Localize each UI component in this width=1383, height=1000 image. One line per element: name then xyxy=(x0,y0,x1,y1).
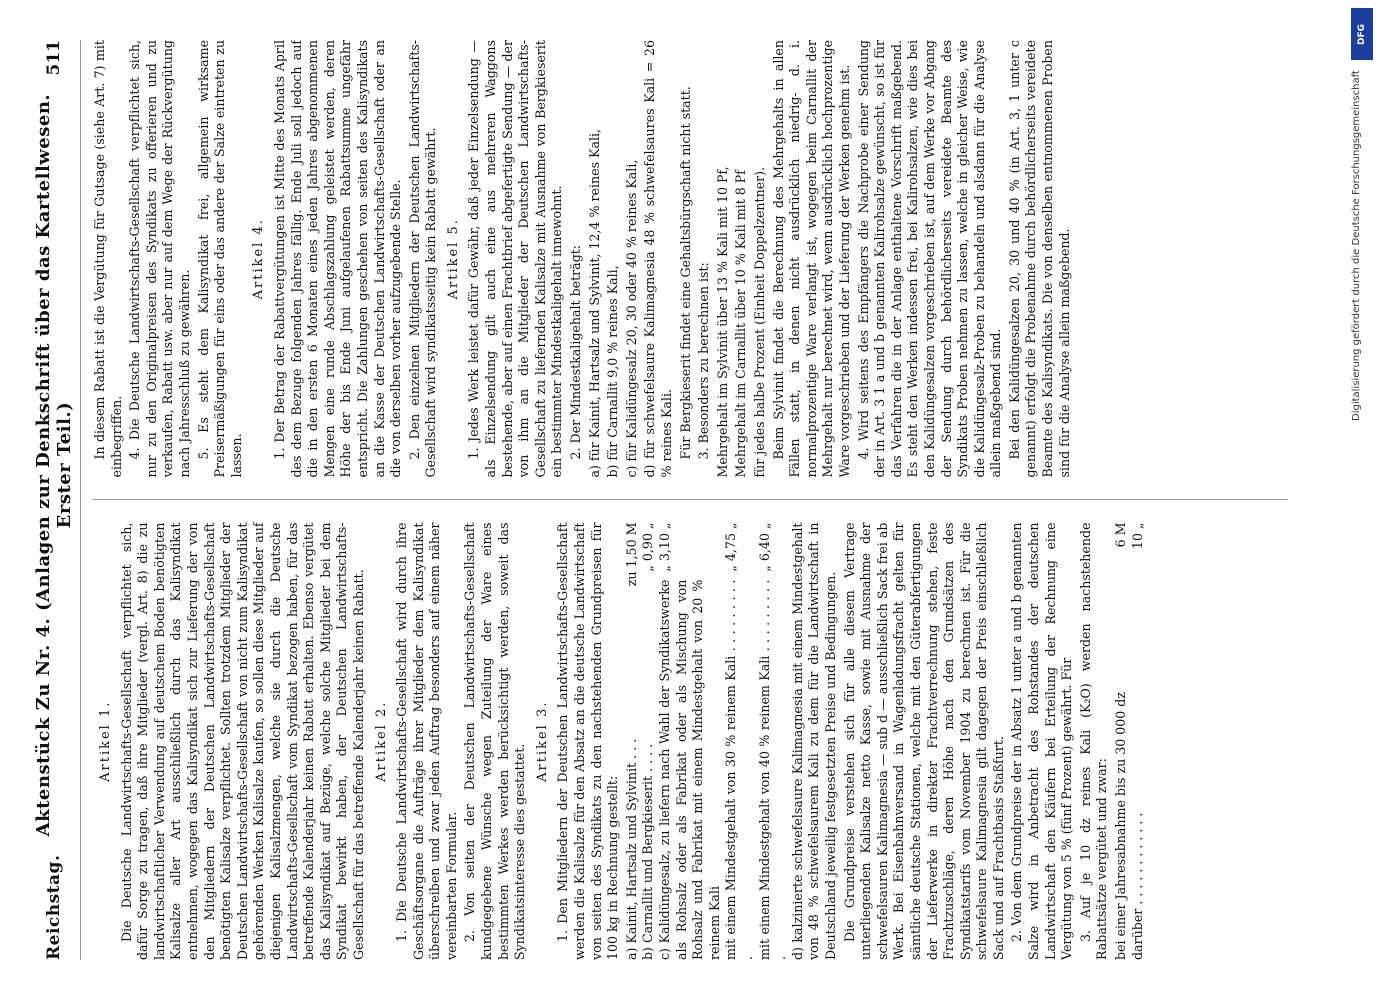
rebate-row xyxy=(1113,523,1130,961)
price-row xyxy=(657,523,723,961)
article-3-para-3: 2. Von dem Grundpreise der in Absatz 1 unter a und b genannten Salze wird in Anbetracht des Rohstandes der deutschen Landwirtschaft den Käufern bei Erteilung der Rechnung eine Vergütung von 5 % (fünf Prozent) gewährt. Für xyxy=(1009,522,1075,960)
article-2-title: Artikel 2. xyxy=(373,700,389,782)
rebate-label: darüber . . . . . . . . . . . . xyxy=(1129,812,1145,960)
article-4-para-1: 1. Der Betrag der Rabattvergütungen ist Mitte des Monats April des dem Bezuge folgenden Jahres fällig. Ende Juli soll jedoch auf die in den ersten 6 Monaten eines jeden Jahres abgenommenen Mengen eine runde Abschlagszahlung geleistet werden, deren Höhe der bis Ende Juni aufgelaufenen Rabattsumme ungefähr entspricht. Die Zahlungen geschehen von seiten des Kalisyndikats an die Kasse der Deutschen Landwirtschafts-Gesellschaft oder an die von derselben vorher aufzugebende Stelle. xyxy=(271,40,404,478)
price-label: a) Kainit, Hartsalz und Sylvinit . . . xyxy=(623,738,639,960)
rebate-label: bei einer Jahresabnahme bis zu 30 000 dz xyxy=(1113,692,1129,960)
left-column xyxy=(92,523,1288,961)
article-3-para-2: Die Grundpreise verstehen sich für alle diesem Vertrage unterliegenden Kalisalze netto Kasse, sowie mit Ausnahme der schwefelsauren Kalimagnesia — sub d — ausschließlich Sack frei ab Werk. Bei Eisenbahnversand in Wagenladungsfracht gelten für sämtliche deutsche Stationen, welche mit den Güterabfertigungen der Lieferwerke in direkter Frachtverrechnung stehen, feste Frachtzuschläge, deren Höhe nach den Grundsätzen des Syndikatstarifs vom November 1904 zu berechnen ist. Für die schwefelsaure Kalimagnesia gilt dagegen der Preis einschließlich Sack und auf Frachtbasis Staßfurt. xyxy=(841,522,1006,960)
price-value: „ 4,75 „ xyxy=(723,522,739,572)
rebate-row xyxy=(1130,523,1147,961)
price-value: zu 1,50 M xyxy=(623,522,639,587)
price-value: „ 6,40 „ xyxy=(756,522,772,572)
page-header xyxy=(28,40,81,960)
article-5-para-4: 3. Besonders zu berechnen ist: xyxy=(696,262,712,460)
article-3-para-1: 1. Den Mitgliedern der Deutschen Landwirtschafts-Gesellschaft werden die Kalisalze für den Absatz an die deutsche Landwirtschaft von seiten des Syndikats zu den nachstehenden Grundpreisen für 100 kg in Rechnung gestellt: xyxy=(555,522,621,960)
article-4-title: Artikel 4. xyxy=(251,218,267,300)
min-content-c: c) für Kalidüngesalz 20, 30 oder 40 % reines Kali, xyxy=(623,159,639,478)
article-5-para-7: Bei den Kalidüngesalzen 20, 30 und 40 % (in Art. 3, 1 unter c genannt) erfolgt die Probenahme durch behördlicherseits vereidete Beamte des Kalisyndikats. Die von denselben entnommenen Proben sind für die Analyse allein maßgebend. xyxy=(1006,40,1072,478)
rebate-value: 10 „ xyxy=(1129,522,1145,550)
price-label: c) Kalidüngesalz, zu liefern nach Wahl der Syndikatswerke als Rohsalz oder als Fabrikat oder als Mischung von Rohsalz und Fabrikat mit einem Mindestgehalt von 20 % reinem Kali xyxy=(657,579,722,960)
article-3-item-d: d) kalzinierte schwefelsaure Kalimagnesia mit einem Mindestgehalt von 48 % schwefelsaurem Kali zu dem für die Landwirtschaft in Deutschland jeweilig festgesetzten Preise und Bedingungen. xyxy=(789,522,838,960)
surcharge-carnallit: Mehrgehalt im Carnallit über 10 % Kali mit 8 Pf xyxy=(733,170,749,478)
article-3-para-4: 3. Auf je 10 dz reines Kali (K₂O) werden nachstehende Rabattsätze vergütet und zwar: xyxy=(1077,522,1110,960)
header-title: Aktenstück Zu Nr. 4. (Anlagen zur Denkschrift über das Kartellwesen. Erster Teil.) xyxy=(33,93,75,837)
article-5-para-6: 4. Wird seitens des Empfängers die Nachprobe einer Sendung der in Art. 3 1 a und b genannten Kalirohsalze gewünscht, so ist für das Verfahren die in der Anlage enthaltene Vorschrift maßgebend. Es steht den Werken indessen frei, bei Kalirohsalzen, wie dies bei den Kalidüngesalzen vorgeschrieben ist, auf dem Werke vor Abgang der Sendung durch behördlicherseits vereidete Beamte des Syndikats Proben nehmen zu lassen, welche in gleicher Weise, wie die Kalidüngesalz-Proben zu behandeln und alsdann für die Analyse allein maßgebend sind. xyxy=(855,40,1004,478)
dfg-logo: DFG xyxy=(1351,8,1373,60)
price-label: b) Carnallit und Bergkieserit . . . . xyxy=(640,743,656,960)
digitization-sidebar xyxy=(1349,8,1373,988)
article-5-para-2: 2. Der Mindestkaligehalt beträgt: xyxy=(568,244,584,460)
digitization-credit: Digitalisierung gefördert durch die Deutsche Forschungsgemeinschaft xyxy=(1351,70,1362,421)
surcharge-unit: für jedes halbe Prozent (Einheit Doppelzentner). xyxy=(751,166,767,478)
article-5-para-5: Beim Sylvinit findet die Berechnung des Mehrgehalts in allen Fällen statt, in denen nicht ausdrücklich niedrig- d. i. normalprozentige Ware verlangt ist, wogegen beim Carnallit der Mehrgehalt nur berechnet wird, wenn ausdrücklich hochprozentige Ware vorgeschrieben und der Lieferung der Werken genehm ist. xyxy=(770,40,852,478)
article-2-para-2: 2. Von seiten der Deutschen Landwirtschafts-Gesellschaft kundgegebene Wünsche wegen Zuteilung der Ware eines bestimmten Werkes werden berücksichtigt werden, soweit das Syndikatsinteresse dies gestattet. xyxy=(462,522,528,960)
page-number: 511 xyxy=(44,40,64,76)
article-5-title: Artikel 5. xyxy=(445,218,461,300)
article-4-para-2: 2. Den einzelnen Mitgliedern der Deutschen Landwirtschafts-Gesellschaft wird syndikatsseitig kein Rabatt gewährt. xyxy=(406,40,439,478)
price-label: mit einem Mindestgehalt von 30 % reinem Kali . . . . . . . . . . xyxy=(723,579,755,960)
rebate-value: 6 M xyxy=(1113,522,1129,548)
article-1-title: Artikel 1. xyxy=(98,700,113,782)
price-row xyxy=(723,523,756,961)
article-1-text: Die Deutsche Landwirtschafts-Gesellschaft verpflichtet sich, dafür Sorge zu tragen, daß ihre Mitglieder (vergl. Art. 8) die zu landwirtschaftlicher Verwendung auf deutschem Boden benötigten Kalisalze aller Art ausschließlich durch das Kalisyndikat entnehmen, wogegen das Kalisyndikat sich zur Lieferung der von den Mitgliedern der Deutschen Landwirtschafts-Gesellschaft benötigten Kalisalze verpflichtet. Sollten trotzdem Mitglieder der Deutschen Landwirtschafts-Gesellschaft von nicht zum Kalisyndikat gehörenden Werken Kalisalze kaufen, so sollen diese Mitglieder auf diejenigen Kalisalzmengen, welche sie durch die Deutsche Landwirtschafts-Gesellschaft vom Syndikat bezogen haben, für das betreffende Kalenderjahr keinen Rabatt erhalten. Ebenso vergütet das Kalisyndikat auf Bezüge, welche solche Mitglieder bei dem Syndikat bewirkt haben, der Deutschen Landwirtschafts-Gesellschaft für das betreffende Kalenderjahr keinen Rabatt. xyxy=(118,522,366,960)
article-5-para-1: 1. Jedes Werk leistet dafür Gewähr, daß jeder Einzelsendung — als Einzelsendung gilt auch eine aus mehreren Waggons bestehende, aber auf einen Frachtbrief abgefertigte Sendung — der von ihm an die Mitglieder der Deutschen Landwirtschafts-Gesellschaft zu liefernden Kalisalze mit Ausnahme von Bergkieserit ein bestimmter Mindestkaligehalt innewohnt. xyxy=(466,40,565,478)
column-divider xyxy=(92,500,1288,501)
min-content-b: b) für Carnallit 9,0 % reines Kali, xyxy=(605,265,621,478)
price-value: „ 3,10 „ xyxy=(657,522,672,572)
text-columns xyxy=(92,40,1288,960)
price-label: mit einem Mindestgehalt von 40 % reinem Kali . . . . . . . . . . xyxy=(756,579,789,960)
min-content-d: d) für schwefelsaure Kalimagnesia 48 % schwefelsaures Kali = 26 % reines Kali. xyxy=(642,40,674,478)
right-column xyxy=(92,40,1288,478)
header-left: Reichstag. xyxy=(44,854,64,960)
surcharge-sylvinit: Mehrgehalt im Sylvinit über 13 % Kali mit 10 Pf, xyxy=(714,166,730,478)
rebate-note: In diesem Rabatt ist die Vergütung für Gutsage (siehe Art. 7) mit einbegriffen. xyxy=(92,40,124,478)
price-row xyxy=(640,523,657,961)
article-2-para-1: 1. Die Deutsche Landwirtschafts-Gesellschaft wird durch ihre Geschäftsorgane die Aufträge ihrer Mitglieder dem Kalisyndikat überschreiben und zwar jeden Auftrag besonders auf einem näher vereinbarten Formular. xyxy=(394,522,459,960)
price-row xyxy=(757,523,790,961)
article-3-title: Artikel 3. xyxy=(534,700,550,782)
min-content-a: a) für Kainit, Hartsalz und Sylvinit, 12,4 % reines Kali, xyxy=(586,128,602,478)
article-3-para-5: 4. Die Deutsche Landwirtschafts-Gesellschaft verpflichtet sich, nur zu den Originalpreisen des Syndikats zu offerieren und zu verkaufen, Rabatt usw. aber nur auf dem Wege der Rückvergütung nach Jahresschluß zu gewähren. xyxy=(127,40,192,478)
price-row xyxy=(624,523,641,961)
article-3-para-6: 5. Es steht dem Kalisyndikat frei, allgemein wirksame Preisermäßigungen für eins oder das andere der Salze eintreten zu lassen. xyxy=(195,40,244,478)
price-value: „ 0,90 „ xyxy=(640,522,656,572)
article-5-para-3: Für Bergkieserit findet eine Gehaltsbürgschaft nicht statt. xyxy=(677,86,693,460)
